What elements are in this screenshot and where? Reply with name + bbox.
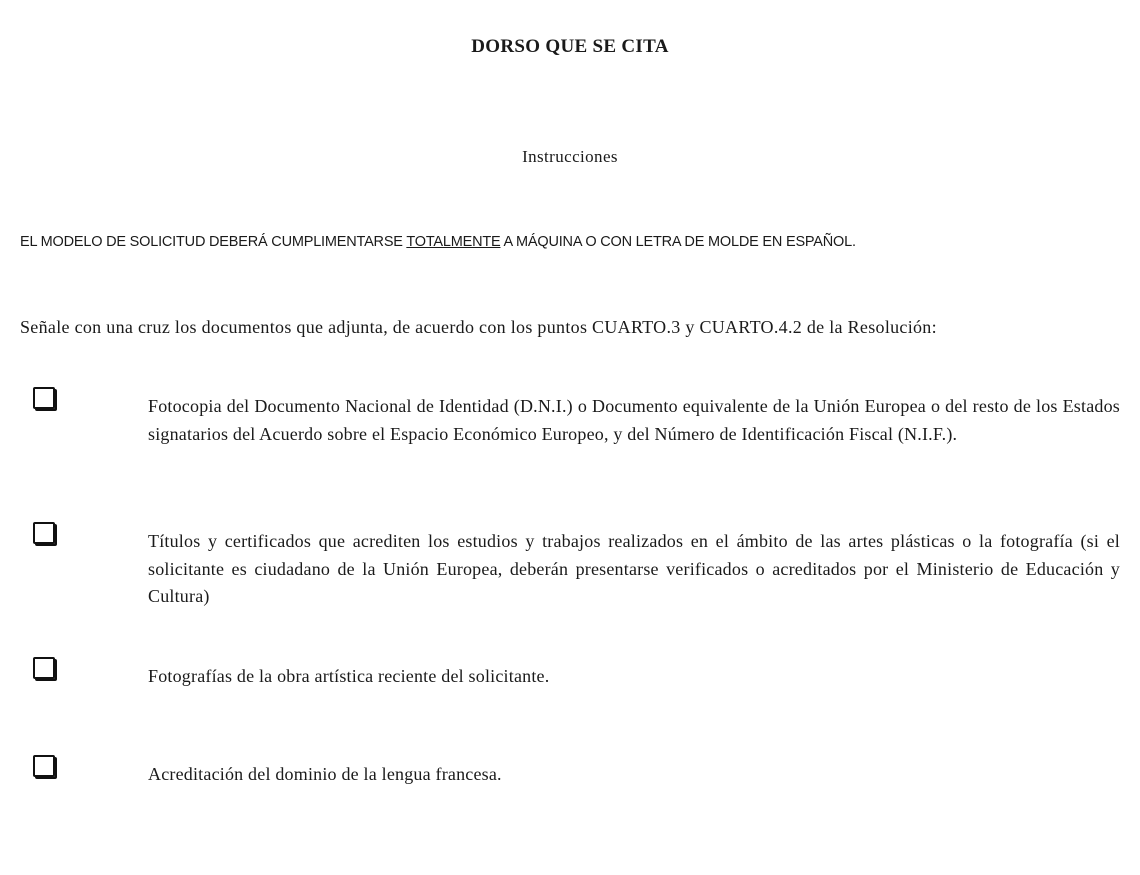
checkbox[interactable] (33, 522, 55, 544)
notice-text-end: A MÁQUINA O CON LETRA DE MOLDE EN ESPAÑOL. (500, 234, 856, 250)
item-label: Fotografías de la obra artística reciente del solicitante. (148, 666, 550, 686)
notice-text: EL MODELO DE SOLICITUD DEBERÁ CUMPLIMENTARSE (20, 234, 407, 250)
fill-instructions (20, 229, 1120, 256)
checkbox[interactable] (33, 657, 55, 679)
section-subtitle: Instrucciones (522, 147, 618, 166)
item-label: Títulos y certificados que acrediten los estudios y trabajos realizados en el ámbito de las artes plásticas o la fotografía (si el solicitante es ciudadano de la Unión Europea, deberán presentarse verificados o acreditados por el Ministerio de Educación y Cultura) (148, 531, 1120, 606)
intro-paragraph: Señale con una cruz los documentos que adjunta, de acuerdo con los puntos CUARTO.3 y CUARTO.4.2 de la Resolución: (20, 317, 937, 337)
item-label: Acreditación del dominio de la lengua francesa. (148, 764, 502, 784)
checkbox[interactable] (33, 387, 55, 409)
item-label: Fotocopia del Documento Nacional de Identidad (D.N.I.) o Documento equivalente de la Unión Europea o del resto de los Estados signatarios del Acuerdo sobre el Espacio Económico Europeo, y del Número de Identificación Fiscal (N.I.F.). (148, 396, 1120, 444)
notice-emphasis: TOTALMENTE (406, 234, 501, 250)
document-title: DORSO QUE SE CITA (471, 36, 669, 57)
checkbox[interactable] (33, 755, 55, 777)
